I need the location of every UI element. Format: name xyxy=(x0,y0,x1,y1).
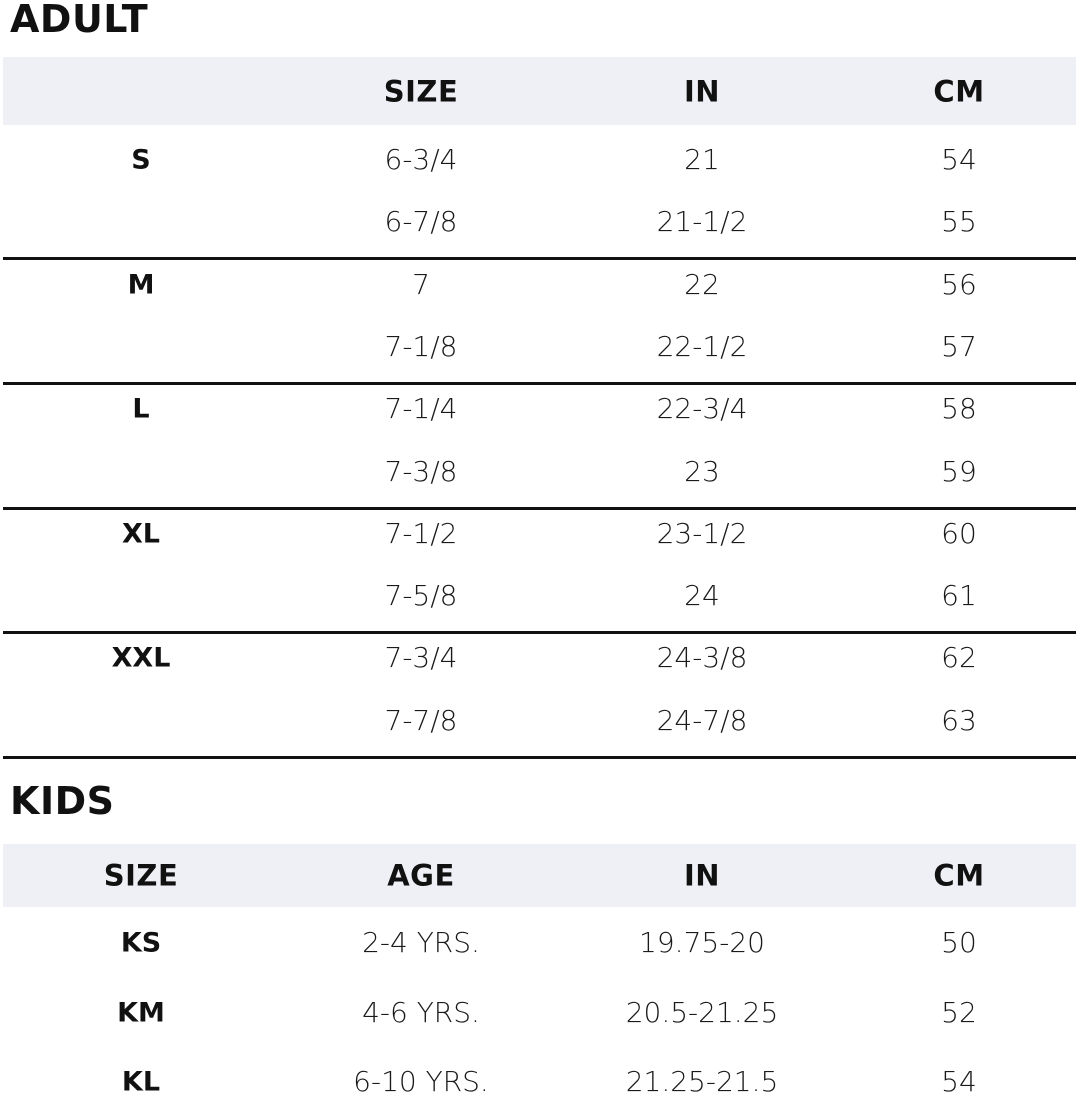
group-divider xyxy=(3,631,1076,634)
inches-cell: 23 xyxy=(684,454,720,488)
kids-size-label: KS xyxy=(120,927,162,959)
inches-cell: 24-3/8 xyxy=(656,641,748,675)
kids-column-header-cm: CM xyxy=(933,858,985,893)
centimeters-cell: 54 xyxy=(941,1065,977,1098)
centimeters-cell: 58 xyxy=(941,392,977,426)
centimeters-cell: 60 xyxy=(941,516,977,550)
size-label-xxl: XXL xyxy=(111,642,171,674)
kids-section-title: KIDS xyxy=(10,779,115,823)
hat-size-cell: 7-3/8 xyxy=(384,454,458,488)
inches-cell: 22-3/4 xyxy=(656,392,748,426)
hat-size-cell: 7 xyxy=(412,267,430,301)
kids-size-label: KL xyxy=(121,1066,161,1098)
inches-cell: 23-1/2 xyxy=(656,516,748,550)
hat-size-cell: 7-5/8 xyxy=(384,579,458,613)
hat-size-cell: 7-7/8 xyxy=(384,703,458,737)
age-cell: 2-4 YRS. xyxy=(362,926,480,959)
adult-column-header-cm: CM xyxy=(933,74,985,109)
kids-size-label: KM xyxy=(117,997,165,1029)
hat-size-cell: 7-1/8 xyxy=(384,329,458,363)
centimeters-cell: 59 xyxy=(941,454,977,488)
size-label-xl: XL xyxy=(121,518,161,550)
kids-column-header-in: IN xyxy=(683,858,721,893)
centimeters-cell: 63 xyxy=(941,703,977,737)
centimeters-cell: 56 xyxy=(941,267,977,301)
inches-cell: 20.5-21.25 xyxy=(625,996,779,1029)
group-divider xyxy=(3,507,1076,510)
hat-size-cell: 7-1/4 xyxy=(384,392,458,426)
group-divider xyxy=(3,257,1076,260)
centimeters-cell: 52 xyxy=(941,996,977,1029)
inches-cell: 21 xyxy=(684,143,720,176)
centimeters-cell: 57 xyxy=(941,329,977,363)
size-label-l: L xyxy=(132,393,150,425)
inches-cell: 24 xyxy=(684,579,720,613)
hat-size-cell: 6-3/4 xyxy=(384,143,458,176)
hat-size-cell: 7-1/2 xyxy=(384,516,458,550)
centimeters-cell: 55 xyxy=(941,205,977,239)
adult-column-header-in: IN xyxy=(683,74,721,109)
inches-cell: 21-1/2 xyxy=(656,205,748,239)
centimeters-cell: 54 xyxy=(941,143,977,176)
centimeters-cell: 61 xyxy=(941,579,977,613)
age-cell: 6-10 YRS. xyxy=(353,1065,489,1098)
inches-cell: 22-1/2 xyxy=(656,329,748,363)
size-label-m: M xyxy=(127,269,155,301)
centimeters-cell: 50 xyxy=(941,926,977,959)
adult-table-header xyxy=(3,57,1076,125)
centimeters-cell: 62 xyxy=(941,641,977,675)
adult-section-title: ADULT xyxy=(10,0,149,41)
hat-size-cell: 7-3/4 xyxy=(384,641,458,675)
inches-cell: 19.75-20 xyxy=(639,926,765,959)
age-cell: 4-6 YRS. xyxy=(362,996,480,1029)
kids-column-header-age: AGE xyxy=(387,858,455,893)
inches-cell: 24-7/8 xyxy=(656,703,748,737)
group-divider xyxy=(3,756,1076,759)
inches-cell: 21.25-21.5 xyxy=(625,1065,779,1098)
inches-cell: 22 xyxy=(684,267,720,301)
hat-size-cell: 6-7/8 xyxy=(384,205,458,239)
adult-column-header-size: SIZE xyxy=(383,74,459,109)
kids-column-header-size: SIZE xyxy=(103,858,179,893)
group-divider xyxy=(3,382,1076,385)
size-label-s: S xyxy=(131,144,151,176)
